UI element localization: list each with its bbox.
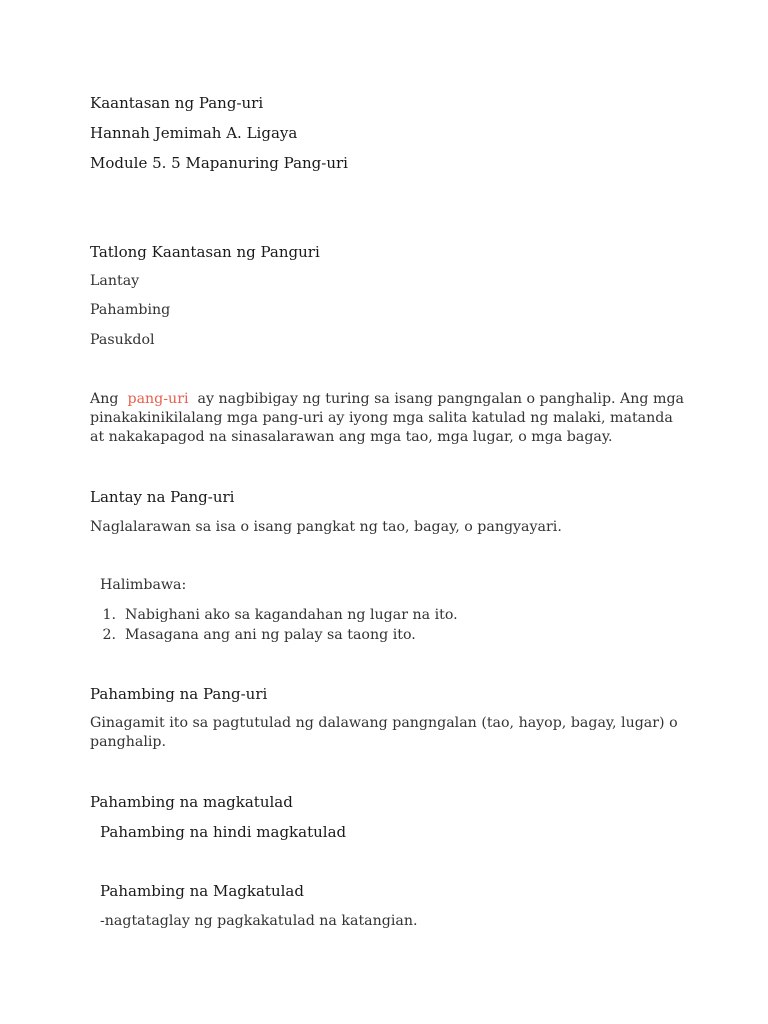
pahambing-description-line-1: Ginagamit ito sa pagtutulad ng dalawang pangngalan (tao, hayop, bagay, lugar) o [90,715,678,731]
intro-line-2: pinakakinikilalang mga pang-uri ay iyong mga salita katulad ng malaki, matanda [90,410,673,426]
intro-prefix: Ang [90,391,119,407]
intro-keyword: pang-uri [127,391,189,407]
list-item-text: Nabighani ako sa kagandahan ng lugar na ito. [125,607,458,623]
level-item-lantay: Lantay [90,273,140,289]
document-title: Kaantasan ng Pang-uri [90,94,264,112]
list-item-number: 2. [102,627,116,643]
pahambing-subtype-hindi-magkatulad: Pahambing na hindi magkatulad [100,823,347,841]
pahambing-magkatulad-description: -nagtataglay ng pagkakatulad na katangian. [100,913,418,929]
pahambing-subtype-magkatulad: Pahambing na magkatulad [90,793,293,811]
levels-heading: Tatlong Kaantasan ng Panguri [90,243,320,261]
pahambing-description [90,714,690,752]
author-name: Hannah Jemimah A. Ligaya [90,124,298,142]
example-list [90,605,458,645]
intro-line-3: at nakakapagod na sinasalarawan ang mga tao, mga lugar, o mga bagay. [90,429,613,445]
list-item-number: 1. [102,607,116,623]
intro-line-1 [90,390,690,409]
intro-paragraph [90,390,690,447]
intro-line1-rest: ay nagbibigay ng turing sa isang pangngalan o panghalip. Ang mga [197,391,685,407]
pahambing-description-line-2: panghalip. [90,734,167,750]
pahambing-heading: Pahambing na Pang-uri [90,685,268,703]
module-title: Module 5. 5 Mapanuring Pang-uri [90,154,348,172]
level-item-pahambing: Pahambing [90,302,171,318]
lantay-heading: Lantay na Pang-uri [90,488,235,506]
pahambing-magkatulad-heading: Pahambing na Magkatulad [100,882,304,900]
level-item-pasukdol: Pasukdol [90,332,155,348]
lantay-description: Naglalarawan sa isa o isang pangkat ng tao, bagay, o pangyayari. [90,519,562,535]
list-item [90,605,458,625]
example-label: Halimbawa: [100,577,187,593]
list-item [90,625,458,645]
list-item-text: Masagana ang ani ng palay sa taong ito. [125,627,416,643]
